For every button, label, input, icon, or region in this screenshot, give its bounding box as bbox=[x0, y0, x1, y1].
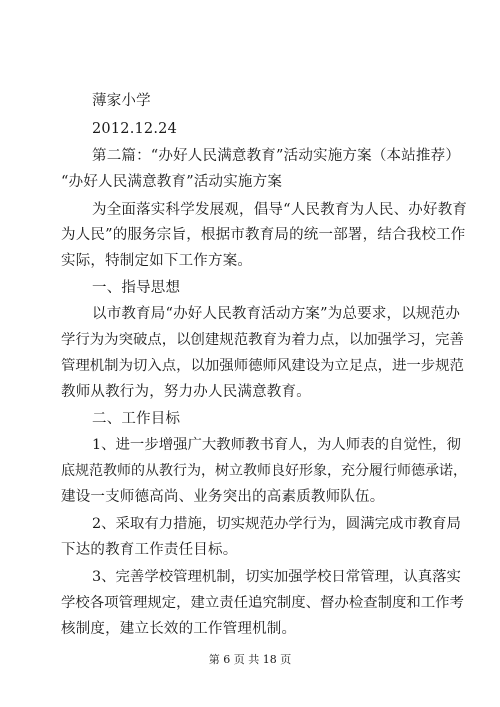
school-name: 薄家小学 bbox=[92, 93, 151, 109]
chapter-heading: 第二篇：“办好人民满意教育”活动实施方案（本站推荐） bbox=[92, 148, 461, 164]
list-item-line: 底规范教师的从教行为，树立教师良好形象，充分履行师德承诺， bbox=[61, 463, 467, 479]
list-item-line: 2、采取有力措施，切实规范办学行为，圆满完成市教育局 bbox=[92, 516, 461, 532]
paragraph-line: 实际，特制定如下工作方案。 bbox=[61, 253, 253, 269]
page-footer: 第 6 页 共 18 页 bbox=[208, 653, 292, 666]
list-item-line: 建设一支师德高尚、业务突出的高素质教师队伍。 bbox=[61, 489, 385, 505]
paragraph-line: 学行为为突破点，以创建规范教育为着力点，以加强学习，完善 bbox=[61, 332, 464, 348]
paragraph-line: 为全面落实科学发展观，倡导“人民教育为人民、办好教育 bbox=[92, 202, 468, 218]
section-heading: 二、工作目标 bbox=[92, 411, 181, 427]
list-item-line: 1、进一步增强广大教师教书育人，为人师表的自觉性，彻 bbox=[92, 437, 461, 453]
paragraph-line: 管理机制为切入点，以加强师德师风建设为立足点，进一步规范 bbox=[61, 358, 464, 374]
paragraph-line: 教师从教行为，努力办人民满意教育。 bbox=[61, 384, 311, 400]
paragraph-line: 以市教育局“办好人民教育活动方案”为总要求，以规范办 bbox=[92, 306, 461, 322]
section-heading: 一、指导思想 bbox=[92, 280, 181, 296]
list-item-line: 3、完善学校管理机制，切实加强学校日常管理，认真落实 bbox=[92, 569, 461, 585]
paragraph-line: 为人民”的服务宗旨，根据市教育局的统一部署，结合我校工作 bbox=[61, 227, 466, 243]
list-item-line: 学校各项管理规定，建立责任追究制度、督办检查制度和工作考 bbox=[61, 595, 464, 611]
document-title: “办好人民满意教育”活动实施方案 bbox=[61, 174, 283, 190]
list-item-line: 核制度，建立长效的工作管理机制。 bbox=[61, 621, 297, 637]
list-item-line: 下达的教育工作责任目标。 bbox=[61, 542, 238, 558]
document-date: 2012.12.24 bbox=[92, 121, 178, 137]
